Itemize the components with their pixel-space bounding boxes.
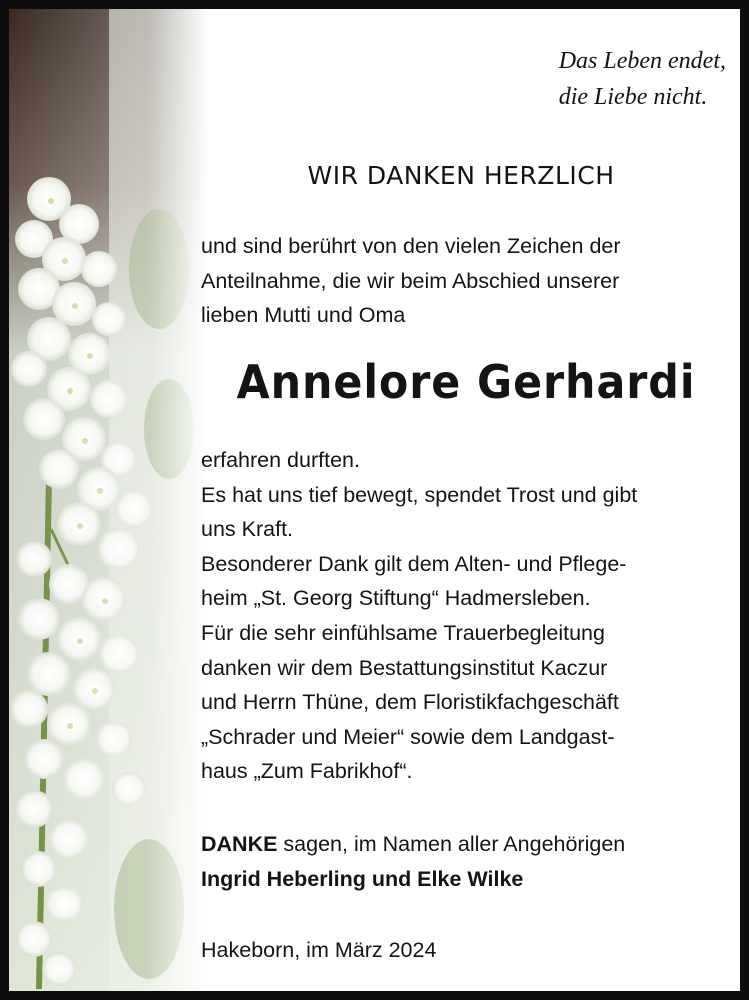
intro-line: lieben Mutti und Oma <box>201 303 406 328</box>
danke-word: DANKE <box>201 832 278 856</box>
content-area <box>191 9 731 991</box>
signatory-names <box>201 862 731 897</box>
signatory-names-text: Ingrid Heberling und Elke Wilke <box>201 866 524 891</box>
intro-text <box>201 229 731 333</box>
signature-rest: sagen, im Namen aller Angehörigen <box>277 832 626 856</box>
place-date: Hakeborn, im März 2024 <box>201 938 437 962</box>
body-line: Es hat uns tief bewegt, spendet Trost und gibt <box>201 482 638 507</box>
body-text <box>201 443 731 789</box>
body-line: Besonderer Dank gilt dem Alten- und Pflege- <box>201 551 627 576</box>
white-flowers-image <box>9 9 209 991</box>
intro-line: und sind berührt von den vielen Zeichen der <box>201 234 621 258</box>
motto-line-1: Das Leben endet, <box>558 48 726 74</box>
intro-line: Anteilnahme, die wir beim Abschied unserer <box>201 268 620 293</box>
body-line: heim „St. Georg Stiftung“ Hadmersleben. <box>201 586 591 611</box>
body-line: uns Kraft. <box>201 517 294 542</box>
body-line: „Schrader und Meier“ sowie dem Landgast- <box>201 724 615 749</box>
heading: WIR DANKEN HERZLICH <box>307 161 615 190</box>
deceased-name: Annelore Gerhardi <box>236 355 696 409</box>
signature-line <box>201 827 731 862</box>
motto <box>559 43 726 115</box>
motto-line-2: die Liebe nicht. <box>558 84 708 110</box>
signature <box>201 827 731 896</box>
body-line: Für die sehr einfühlsame Trauerbegleitung <box>201 620 605 645</box>
body-line: erfahren durften. <box>201 448 360 472</box>
body-line: danken wir dem Bestattungsinstitut Kaczur <box>201 655 608 680</box>
body-line: haus „Zum Fabrikhof“. <box>201 759 413 784</box>
body-line: und Herrn Thüne, dem Floristikfachgeschäft <box>201 690 619 715</box>
